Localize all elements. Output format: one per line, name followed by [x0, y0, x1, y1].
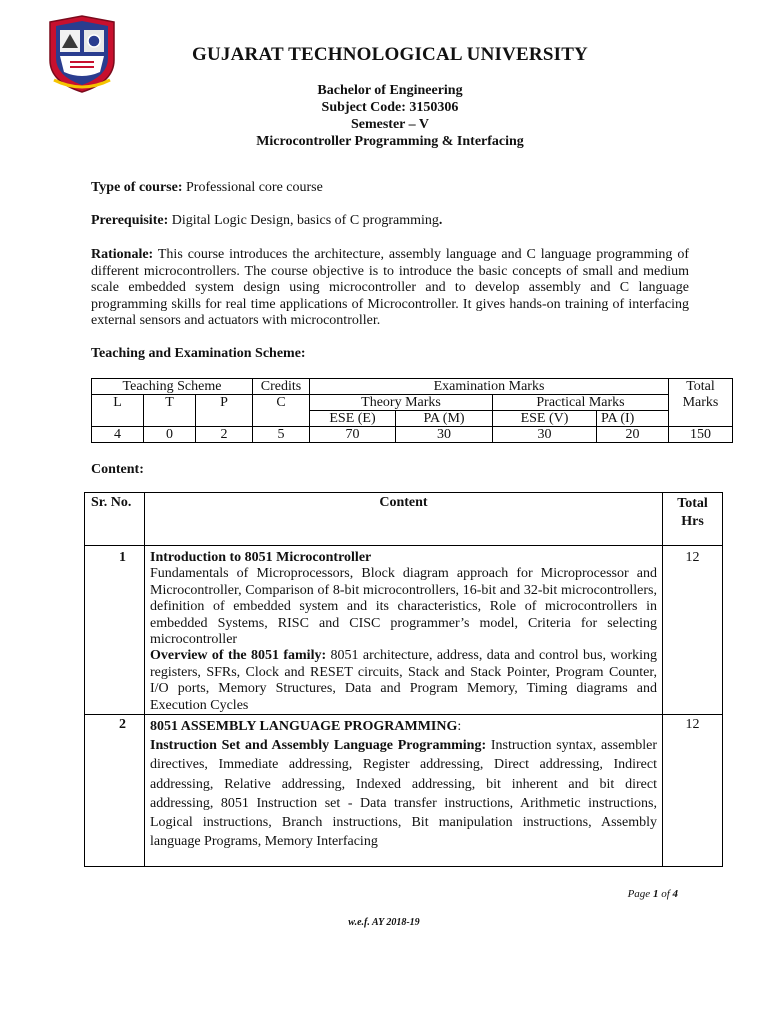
- type-label: Type of course:: [91, 180, 183, 195]
- scheme-heading: Teaching and Examination Scheme:: [91, 346, 306, 361]
- type-of-course: [91, 180, 688, 197]
- t-header: T: [144, 395, 196, 427]
- course-header: [0, 82, 768, 150]
- content-table: [84, 492, 723, 867]
- theory-marks-header: Theory Marks: [310, 395, 493, 411]
- c-header: C: [253, 395, 310, 427]
- rationale: [91, 247, 689, 330]
- degree: Bachelor of Engineering: [317, 83, 463, 98]
- semester: Semester – V: [350, 117, 430, 132]
- page-number: Page 1 of 4: [627, 888, 678, 900]
- rationale-text: This course introduces the architecture, assembly language and C language programming of different microcontrollers. The course objective is to introduce the basic concepts of small and medium scale embedded system design using microcontroller and to develop assembly and C language programming skills for real time applications of Microcontroller. It gives hands-on training of interfacing external sensors and actuators with microcontroller.: [91, 247, 689, 328]
- row-1-sr: 1: [85, 546, 145, 715]
- total-marks-header: Total Marks: [669, 379, 733, 427]
- total-value: 150: [669, 427, 733, 443]
- row-1-subbody: 8051 architecture, address, data and control bus, working registers, SFRs, Clock and RESET circuits, Stack and Stack Pointer, Program Counter, I/O ports, Memory Structures, Data and Program Memory, Timing diagrams and Execution Cycles: [150, 648, 657, 713]
- rationale-label: Rationale:: [91, 247, 154, 262]
- l-value: 4: [92, 427, 144, 443]
- teaching-scheme-header: Teaching Scheme: [92, 379, 253, 395]
- row-2-title-end: :: [457, 719, 462, 735]
- row-2-subtitle: Instruction Set and Assembly Language Programming:: [150, 738, 487, 754]
- scheme-values-row: [92, 427, 733, 443]
- total-hrs-header: Total Hrs: [663, 493, 723, 546]
- row-1-content: [145, 546, 663, 715]
- prereq-value: Digital Logic Design, basics of C programming: [168, 213, 439, 228]
- pa-m-value: 30: [396, 427, 493, 443]
- row-2-title: 8051 ASSEMBLY LANGUAGE PROGRAMMING: [150, 719, 458, 735]
- sr-no-header: Sr. No.: [85, 493, 145, 546]
- row-1-subtitle: Overview of the 8051 family:: [150, 648, 327, 664]
- credits-header: Credits: [253, 379, 310, 395]
- prereq-end: .: [438, 213, 443, 228]
- practical-marks-header: Practical Marks: [493, 395, 669, 411]
- content-header-row: [85, 493, 723, 546]
- content-row: [85, 546, 723, 715]
- row-1-hrs: 12: [663, 546, 723, 715]
- content-header: Content: [145, 493, 663, 546]
- type-value: Professional core course: [182, 180, 323, 195]
- row-2-sr: 2: [85, 715, 145, 867]
- subject-code: Subject Code: 3150306: [321, 100, 459, 115]
- content-row: [85, 715, 723, 867]
- l-header: L: [92, 395, 144, 427]
- row-1-title: Introduction to 8051 Microcontroller: [150, 550, 372, 565]
- row-2-hrs: 12: [663, 715, 723, 867]
- row-2-subbody: Instruction syntax, assembler directives, Immediate addressing, Register addressing, Direct addressing, Indirect addressing, Relative addressing, Indexed addressing, bit inherent and bit direct addressing, 8051 Instruction set - Data transfer instructions, Arithmetic instructions, Logical instructions, Branch instructions, Bit manipulation instructions, Assembly language Programs, Memory Interfacing: [150, 738, 657, 850]
- p-header: P: [196, 395, 253, 427]
- content-heading: Content:: [91, 462, 144, 477]
- university-name: GUJARAT TECHNOLOGICAL UNIVERSITY: [192, 44, 588, 65]
- row-2-content: [145, 715, 663, 867]
- effective-year: w.e.f. AY 2018-19: [348, 917, 420, 928]
- subject-name: Microcontroller Programming & Interfacing: [256, 134, 524, 149]
- teaching-scheme-table: [91, 378, 733, 443]
- pa-m-header: PA (M): [396, 411, 493, 427]
- ese-v-header: ESE (V): [493, 411, 597, 427]
- p-value: 2: [196, 427, 253, 443]
- prereq-label: Prerequisite:: [91, 213, 169, 228]
- ese-v-value: 30: [493, 427, 597, 443]
- exam-marks-header: Examination Marks: [310, 379, 669, 395]
- ese-e-value: 70: [310, 427, 396, 443]
- row-1-body: Fundamentals of Microprocessors, Block diagram approach for Microprocessor and Microcontroller, Comparison of 8-bit microcontrollers, 16-bit and 32-bit microcontrollers, definition of embedded system and its characteristics, Role of microcontrollers in embedded Systems, RISC and CISC programmer’s model, Criteria for selecting microcontroller: [150, 566, 657, 648]
- t-value: 0: [144, 427, 196, 443]
- prerequisite: [91, 213, 688, 230]
- ese-e-header: ESE (E): [310, 411, 396, 427]
- pa-i-header: PA (I): [597, 411, 669, 427]
- c-value: 5: [253, 427, 310, 443]
- pa-i-value: 20: [597, 427, 669, 443]
